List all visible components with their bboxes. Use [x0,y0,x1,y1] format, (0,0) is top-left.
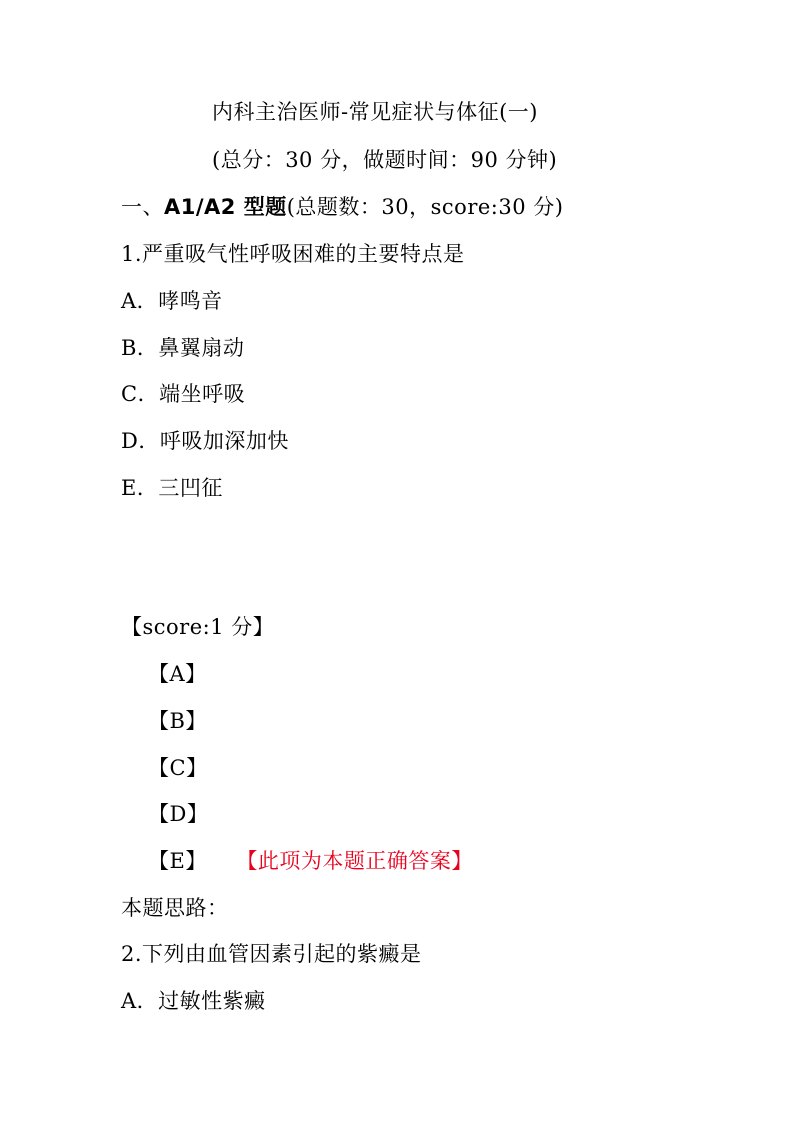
correct-answer-note: 【此项为本题正确答案】 [246,849,473,873]
question-1-answer-b: 【B】 [148,709,207,733]
question-1-answer-e-row [148,848,473,874]
question-1-option-c: C．端坐呼吸 [121,382,246,406]
question-1-score: 【score:1 分】 [121,615,275,639]
question-1-analysis-label: 本题思路： [121,896,229,920]
section-prefix: 一、 [121,195,164,219]
section-heading [121,194,563,220]
question-1-answer-d: 【D】 [148,802,209,826]
page-title: 内科主治医师-常见症状与体征(一) [212,100,538,124]
exam-info: (总分：30 分，做题时间：90 分钟) [212,148,558,172]
question-2-stem: 2.下列由血管因素引起的紫癜是 [121,942,422,966]
question-1-option-a: A．哮鸣音 [121,289,223,313]
question-1-stem: 1.严重吸气性呼吸困难的主要特点是 [121,242,465,266]
question-1-option-d: D．呼吸加深加快 [121,429,289,453]
question-1-answer-e: 【E】 [148,849,207,873]
section-name: A1/A2 型题 [164,195,287,219]
question-1-answer-a: 【A】 [148,662,207,686]
question-1-option-e: E．三凹征 [121,476,223,500]
question-1-answer-c: 【C】 [148,756,208,780]
section-info: (总题数：30，score:30 分) [286,195,564,219]
question-1-option-b: B．鼻翼扇动 [121,336,245,360]
question-2-option-a: A．过敏性紫癜 [121,989,266,1013]
